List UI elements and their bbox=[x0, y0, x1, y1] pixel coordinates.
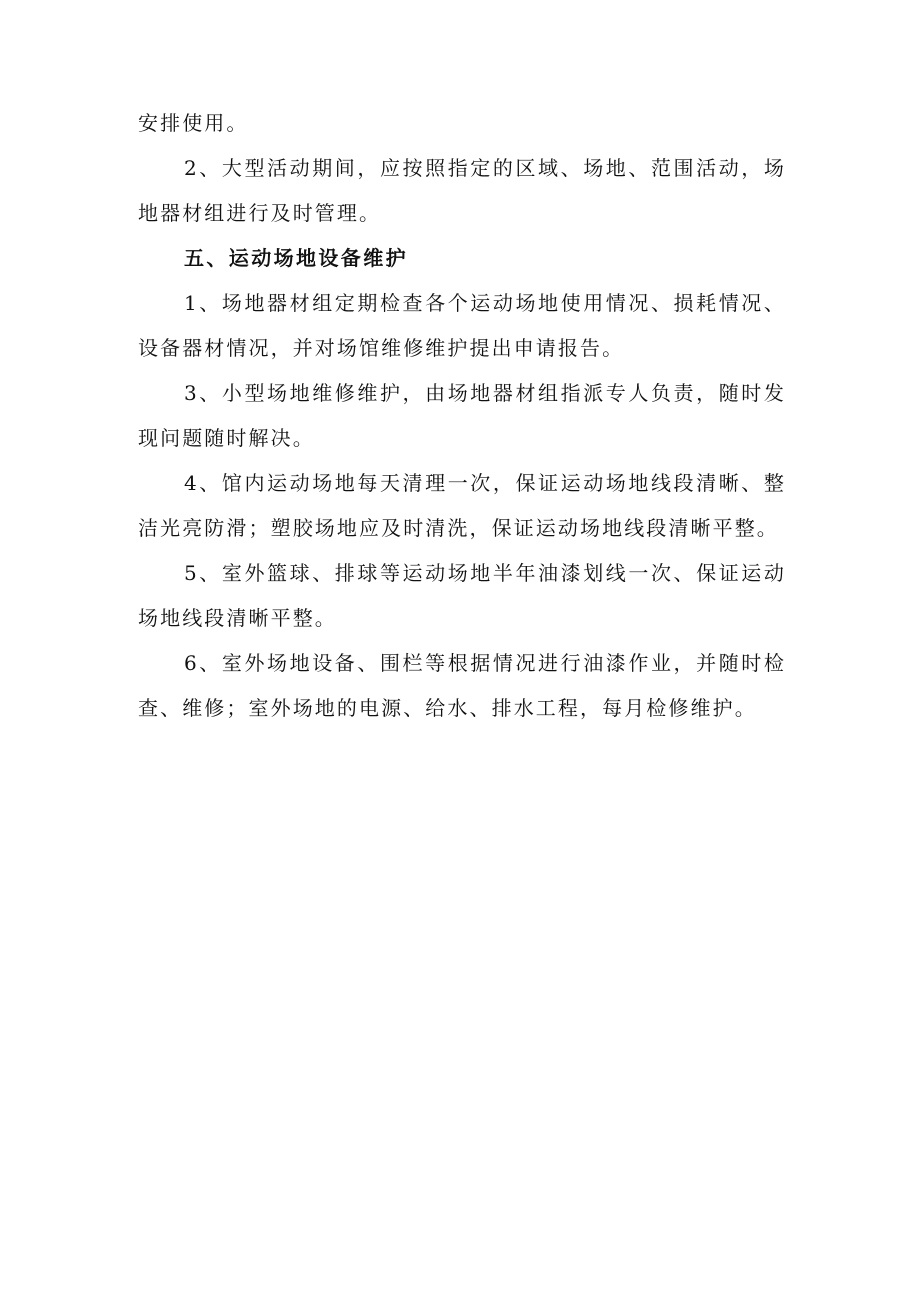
paragraph-continuation: 安排使用。 bbox=[138, 111, 249, 135]
paragraph-item-4: 4、馆内运动场地每天清理一次，保证运动场地线段清晰、整洁光亮防滑；塑胶场地应及时清洗，保证运动场地线段清晰平整。 bbox=[138, 471, 786, 540]
paragraph-item-2: 2、大型活动期间，应按照指定的区域、场地、范围活动，场地器材组进行及时管理。 bbox=[138, 156, 786, 225]
paragraph-item-6: 6、室外场地设备、围栏等根据情况进行油漆作业，并随时检查、维修；室外场地的电源、给水、排水工程，每月检修维护。 bbox=[138, 651, 786, 720]
paragraph-item-1: 1、场地器材组定期检查各个运动场地使用情况、损耗情况、设备器材情况，并对场馆维修维护提出申请报告。 bbox=[138, 291, 786, 360]
document-body bbox=[138, 101, 786, 731]
paragraph-item-3: 3、小型场地维修维护，由场地器材组指派专人负责，随时发现问题随时解决。 bbox=[138, 381, 786, 450]
paragraph-item-5: 5、室外篮球、排球等运动场地半年油漆划线一次、保证运动场地线段清晰平整。 bbox=[138, 561, 786, 630]
section-heading-5: 五、运动场地设备维护 bbox=[184, 246, 408, 270]
